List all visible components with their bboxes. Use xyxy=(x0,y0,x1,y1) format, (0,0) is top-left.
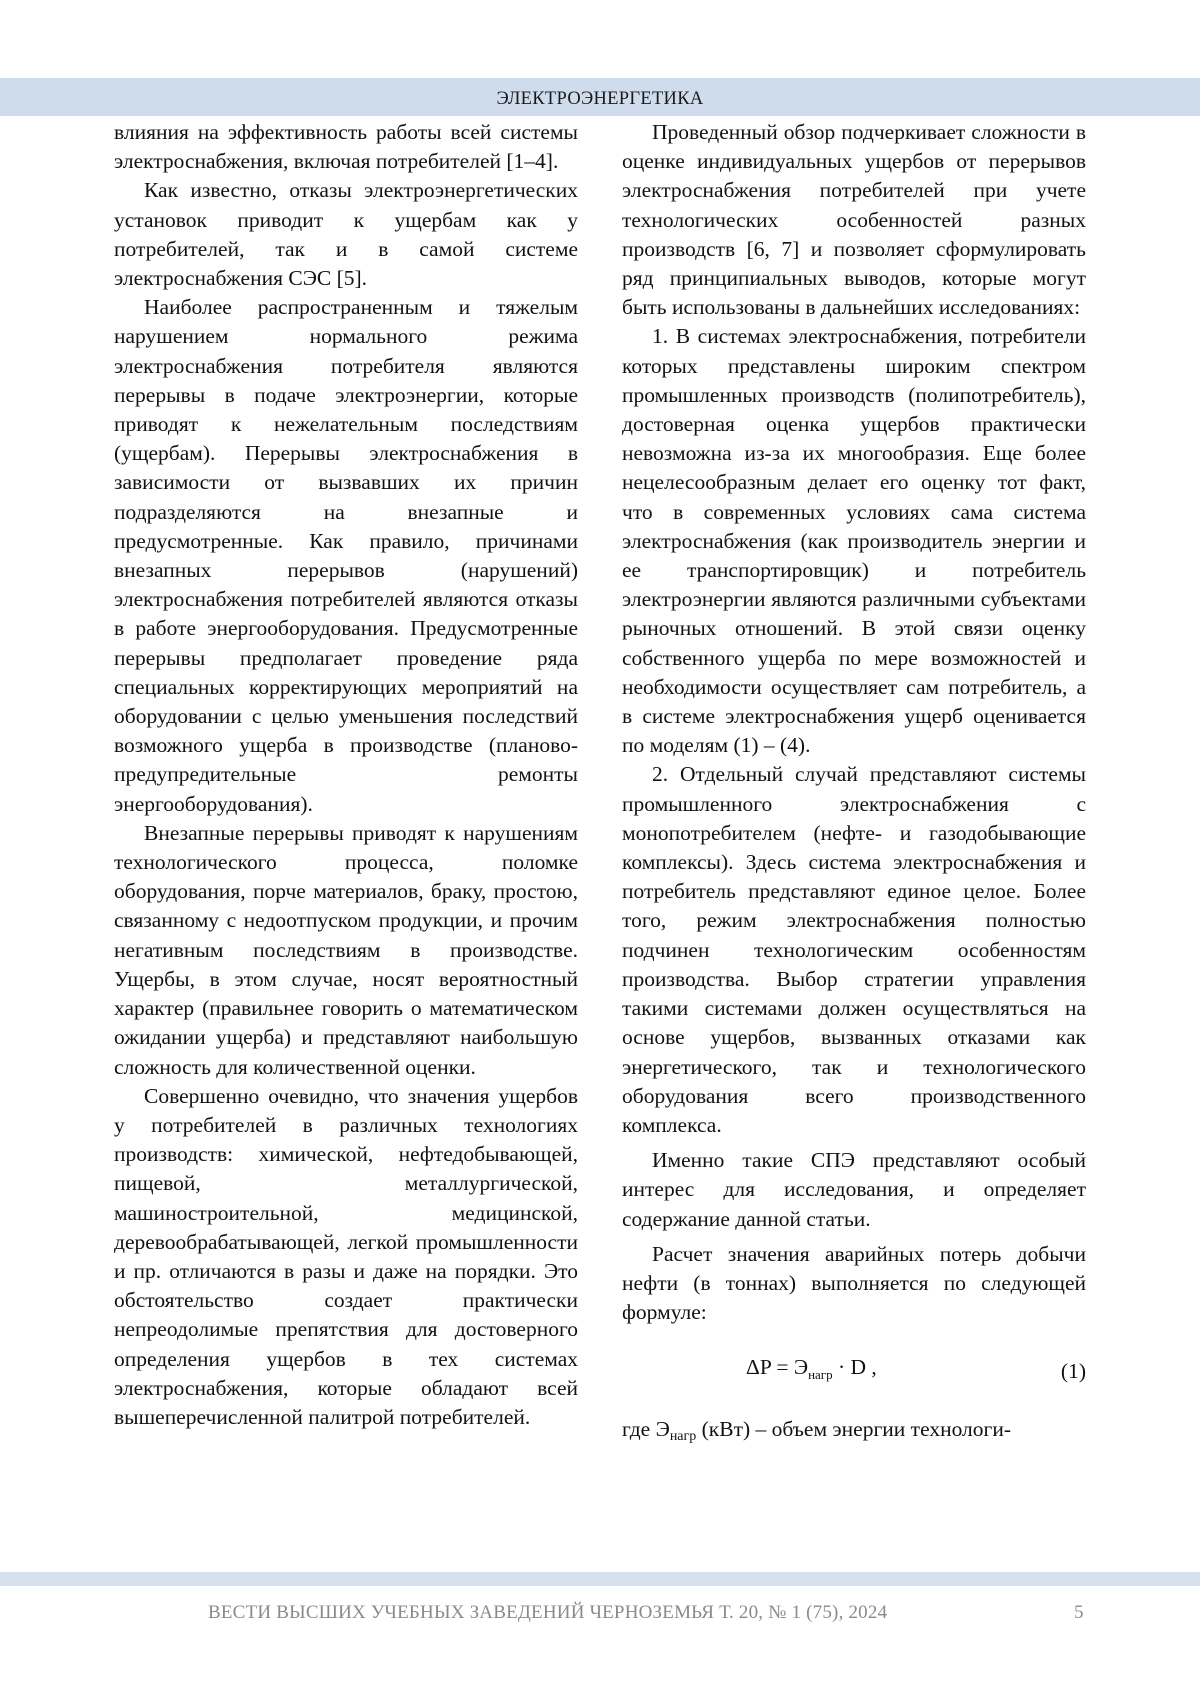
footer-band xyxy=(0,1572,1200,1586)
paragraph: Совершенно очевидно, что значения ущербов у потребителей в различных технологиях производств: химической, нефтедобывающей, пищевой, металлургической, машиностроительной, медицинской, деревообрабатывающей, легкой промышленности и пр. отличаются в разы и даже на порядки. Это обстоятельство создает практически непреодолимые препятствия для достоверного определения ущербов в тех системах электроснабжения, которые обладают всей вышеперечисленной палитрой потребителей. xyxy=(114,1083,578,1429)
section-title: ЭЛЕКТРОЭНЕРГЕТИКА xyxy=(496,88,704,109)
formula-explanation xyxy=(622,1415,1086,1451)
formula-block xyxy=(622,1341,1086,1401)
formula-rhs: · D , xyxy=(832,1355,877,1380)
list-item-paragraph: 1. В системах электроснабжения, потребители которых представлены широким спектром промышленных производств (полипотребитель), достоверная оценка ущербов практически невозможна из-за их многообразия. Еще более нецелесообразным делает его оценку тот факт, что в современных условиях сама система электроснабжения (как производитель энергии и ее транспортировщик) и потребитель электроэнергии являются различными субъектами рыночных отношений. В этой связи оценку собственного ущерба по мере возможностей и необходимости осуществляет сам потребитель, а в системе электроснабжения ущерб оценивается по моделям (1) – (4). xyxy=(622,324,1086,758)
formula-subscript: нагр xyxy=(808,1367,833,1383)
where-prefix: где Э xyxy=(622,1417,670,1442)
formula-number: (1) xyxy=(1060,1358,1086,1383)
formula xyxy=(746,1353,877,1389)
journal-citation: ВЕСТИ ВЫСШИХ УЧЕБНЫХ ЗАВЕДЕНИЙ ЧЕРНОЗЕМЬЯ Т. 20, № 1 (75), 2024 xyxy=(208,1602,888,1623)
paragraph: влияния на эффективность работы всей системы электроснабжения, включая потребителей [1–4]. xyxy=(114,120,578,174)
paragraph: Внезапные перерывы приводят к нарушениям технологического процесса, поломке оборудования, порче материалов, браку, простою, связанному с недоотпуском продукции, и прочим негативным последствиям в производстве. Ущербы, в этом случае, носят вероятностный характер (правильнее говорить о математическом ожидании ущерба) и представляют наибольшую сложность для количественной оценки. xyxy=(114,820,578,1079)
paragraph: Как известно, отказы электроэнергетических установок приводит к ущербам как у потребителей, так и в самой системе электроснабжения СЭС [5]. xyxy=(114,178,578,291)
where-suffix: (кВт) – объем энергии технологи- xyxy=(696,1417,1012,1442)
formula-lhs: ΔP = Э xyxy=(746,1355,809,1380)
paragraph: Проведенный обзор подчеркивает сложности в оценке индивидуальных ущербов от перерывов электроснабжения потребителей при учете технологических особенностей разных производств [6, 7] и позволяет сформулировать ряд принципиальных выводов, которые могут быть использованы в дальнейших исследованиях: xyxy=(622,120,1086,320)
paragraph: Наиболее распространенным и тяжелым нарушением нормального режима электроснабжения потребителя являются перерывы в подаче электроэнергии, которые приводят к нежелательным последствиям (ущербам). Перерывы электроснабжения в зависимости от вызвавших их причин подразделяются на внезапные и предусмотренные. Как правило, причинами внезапных перерывов (нарушений) электроснабжения потребителей являются отказы в работе энергооборудования. Предусмотренные перерывы предполагает проведение ряда специальных корректирующих мероприятий на оборудовании с целью уменьшения последствий возможного ущерба в производстве (планово-предупредительные ремонты энергооборудования). xyxy=(114,295,578,816)
where-subscript: нагр xyxy=(669,1429,697,1445)
section-header-band xyxy=(0,78,1200,116)
paragraph: Расчет значения аварийных потерь добычи нефти (в тоннах) выполняется по следующей формуле: xyxy=(622,1241,1086,1325)
right-column xyxy=(622,118,1086,1452)
list-item-paragraph: 2. Отдельный случай представляют системы промышленного электроснабжения с монопотребителем (нефте- и газодобывающие комплексы). Здесь система электроснабжения и потребитель представляют единое целое. Более того, режим электроснабжения полностью подчинен технологическим особенностям производства. Выбор стратегии управления такими системами должен осуществляться на основе ущербов, вызванных отказами как энергетического, так и технологического оборудования всего производственного комплекса. xyxy=(622,762,1086,1137)
page-number: 5 xyxy=(1074,1602,1084,1623)
left-column xyxy=(114,118,578,1432)
paragraph: Именно такие СПЭ представляют особый интерес для исследования, и определяет содержание данной статьи. xyxy=(622,1148,1086,1231)
